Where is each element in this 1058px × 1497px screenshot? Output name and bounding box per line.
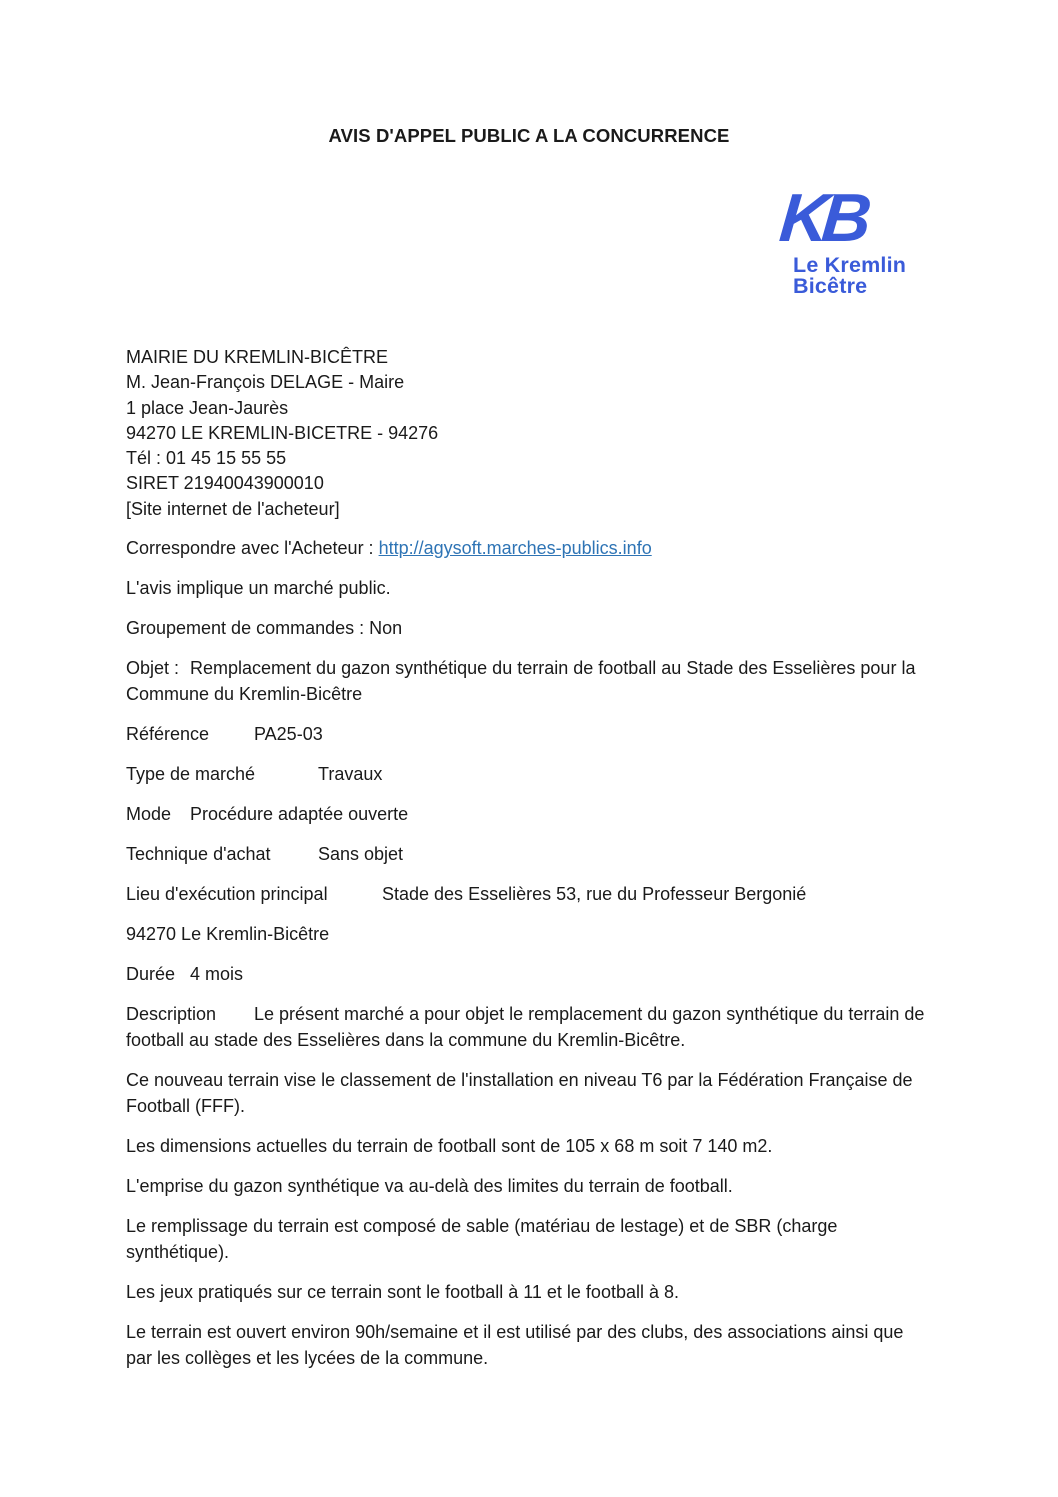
- paragraph-emprise: L'emprise du gazon synthétique va au-delà des limites du terrain de football.: [126, 1176, 733, 1197]
- field-reference-value: PA25-03: [254, 724, 323, 745]
- field-reference-label: Référence: [126, 724, 210, 745]
- paragraph-remplissage: Le remplissage du terrain est composé de sable (matériau de lestage) et de SBR (charge synthétique).: [126, 1216, 838, 1263]
- buyer-siret: SIRET 21940043900010: [126, 473, 324, 494]
- field-type-marche-value: Travaux: [318, 764, 383, 785]
- field-objet-value: Remplacement du gazon synthétique du terrain de football au Stade des Esselières pour la Commune du Kremlin-Bicêtre: [126, 658, 916, 705]
- buyer-name: MAIRIE DU KREMLIN-BICÊTRE: [126, 347, 389, 367]
- field-mode-label: Mode: [126, 804, 172, 825]
- page-title: AVIS D'APPEL PUBLIC A LA CONCURRENCE: [328, 125, 730, 146]
- buyer-city: 94270 LE KREMLIN-BICETRE - 94276: [126, 422, 439, 443]
- contact-line: [126, 535, 932, 561]
- kb-logo-wordmark-line2: Bicêtre: [793, 274, 868, 298]
- field-lieu-execution-ville: 94270 Le Kremlin-Bicêtre: [126, 924, 330, 945]
- buyer-correspondence-link[interactable]: http://agysoft.marches-publics.info: [378, 538, 652, 559]
- field-reference: [126, 721, 932, 747]
- field-description-value: Le présent marché a pour objet le remplacement du gazon synthétique du terrain de football au stade des Esselières dans la commune du Kremlin-Bicêtre.: [126, 1004, 925, 1051]
- field-objet: [126, 655, 932, 707]
- kb-logo-wordmark-line1: Le Kremlin: [793, 253, 907, 277]
- field-lieu-execution: [126, 881, 932, 907]
- buyer-address-block: [126, 345, 932, 522]
- field-technique-achat: [126, 841, 932, 867]
- field-description: [126, 1001, 932, 1053]
- buyer-phone: Tél : 01 45 15 55 55: [126, 448, 287, 469]
- buyer-representative: M. Jean-François DELAGE - Maire: [126, 372, 405, 393]
- field-type-marche: [126, 761, 932, 787]
- field-technique-achat-label: Technique d'achat: [126, 844, 271, 865]
- field-duree-label: Durée: [126, 964, 176, 985]
- buyer-website-placeholder: [Site internet de l'acheteur]: [126, 498, 340, 519]
- field-description-label: Description: [126, 1004, 217, 1025]
- field-objet-label: Objet :: [126, 658, 180, 679]
- kb-logo-wordmark: [793, 255, 906, 297]
- paragraph-classement-t6: Ce nouveau terrain vise le classement de l'installation en niveau T6 par la Fédération Française de Football (FFF).: [126, 1070, 913, 1117]
- kb-logo-monogram-icon: KB: [776, 180, 868, 256]
- buyer-street: 1 place Jean-Jaurès: [126, 397, 289, 418]
- paragraph-ouverture: Le terrain est ouvert environ 90h/semaine et il est utilisé par des clubs, des associations ainsi que par les collèges et les lycées de la commune.: [126, 1322, 904, 1369]
- field-mode-value: Procédure adaptée ouverte: [190, 804, 409, 825]
- field-mode: [126, 801, 932, 827]
- field-duree-value: 4 mois: [190, 964, 244, 985]
- document-body: [126, 345, 932, 1385]
- field-type-marche-label: Type de marché: [126, 764, 256, 785]
- paragraph-jeux: Les jeux pratiqués sur ce terrain sont le football à 11 et le football à 8.: [126, 1282, 679, 1303]
- notice-groupement: Groupement de commandes : Non: [126, 618, 403, 639]
- field-duree: [126, 961, 932, 987]
- kb-logo: [776, 180, 907, 298]
- notice-marche-public: L'avis implique un marché public.: [126, 578, 391, 599]
- contact-label: Correspondre avec l'Acheteur :: [126, 538, 374, 559]
- field-technique-achat-value: Sans objet: [318, 844, 404, 865]
- paragraph-dimensions: Les dimensions actuelles du terrain de football sont de 105 x 68 m soit 7 140 m2.: [126, 1136, 773, 1157]
- field-lieu-execution-value: Stade des Esselières 53, rue du Professeur Bergonié: [382, 884, 807, 905]
- field-lieu-execution-label: Lieu d'exécution principal: [126, 884, 328, 905]
